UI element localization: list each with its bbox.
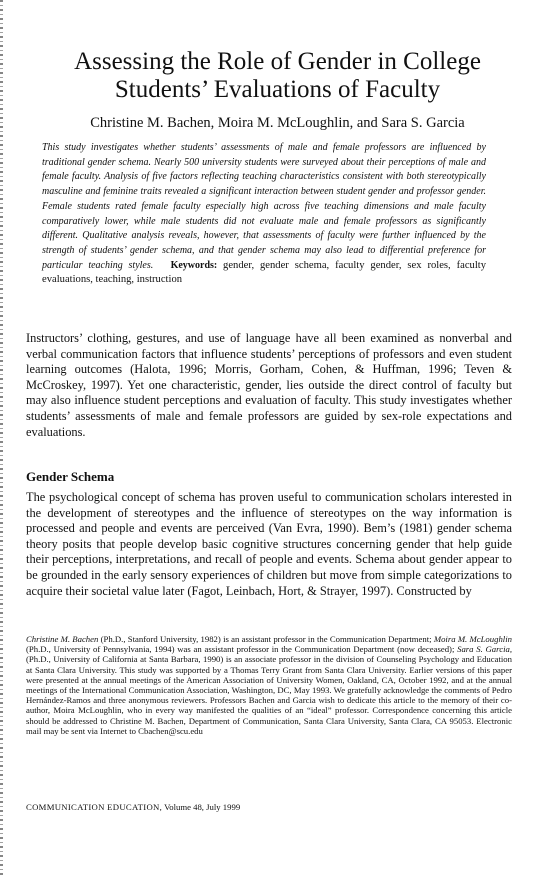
footnote-author-2: Moira M. McLoughlin xyxy=(433,634,512,644)
abstract xyxy=(42,141,486,288)
intro-paragraph: Instructors’ clothing, gestures, and use of language have all been examined as nonverbal and verbal communication factors that influence students’ perceptions of professors and even student learning outcomes (Halota, 1996; Morris, Gorham, Cohen, & Huffman, 1996; Teven & McCroskey, 1997). Yet one characteristic, gender, lies outside the direct control of faculty but may also influence student perceptions and evaluation of faculty. This study investigates whether students’ assessments of male and female professors are guided by sex-role expectations and evaluations. xyxy=(26,331,512,439)
footnote-text-3: (Ph.D., University of California at Santa Barbara, 1990) is an associate professor in the division of Counseling Psychology and Education at Santa Clara University. This study was supported by a Thomas Terry Grant from Santa Clara University. Earlier versions of this paper were presented at the annual meetings of the American Association of University Women, Oakland, CA, October 1992, and at the annual meetings of the International Communication Association, Washington, DC, May 1993. We gratefully acknowledge the comments of Pedro Hernández-Ramos and three anonymous reviewers. Professors Bachen and Garcia wish to dedicate this article to the memory of their co-author, Moira McLoughlin, who in every way manifested the qualities of an “ideal” professor. Correspondence concerning this article should be addressed to Christine M. Bachen, Department of Communication, Santa Clara University, Santa Clara, CA 95053. Electronic mail may be sent via Internet to Cbachen@scu.edu xyxy=(26,654,512,736)
scan-edge xyxy=(0,0,3,878)
author-footnote xyxy=(26,634,512,736)
abstract-text: This study investigates whether students’ assessments of male and female professors are influenced by traditional gender schema. Nearly 500 university students were surveyed about their perceptions of male and female faculty. Analysis of five factors reflecting teaching characteristics consistent with both stereotypically masculine and feminine traits revealed a significant interaction between student gender and professor gender. Female students rated female faculty especially high across five teaching dimensions and male faculty comparatively lower, while male students did not evaluate male and female professors as significantly different. Qualitative analysis reveals, however, that assessments of faculty were further influenced by the strength of students’ gender schema, and that gender schema may also lead to differential preference for particular teaching styles. xyxy=(42,142,486,271)
keywords-label: Keywords: xyxy=(170,259,218,271)
journal-issue: Volume 48, July 1999 xyxy=(164,802,241,812)
section-heading: Gender Schema xyxy=(26,469,115,484)
journal-footer xyxy=(26,802,240,813)
footnote-text-2: (Ph.D., University of Pennsylvania, 1994) was an assistant professor in the Communication Department (now deceased); xyxy=(26,644,458,655)
footnote-author-3: Sara S. Garcia, xyxy=(457,644,512,655)
footnote-author-1: Christine M. Bachen xyxy=(26,634,99,644)
journal-name: COMMUNICATION EDUCATION, xyxy=(26,802,163,812)
keywords-list: gender, gender schema, faculty gender, sex roles, faculty evaluations, teaching, instruction xyxy=(42,259,487,286)
title-line-1: Assessing the Role of Gender in College xyxy=(74,48,481,75)
article-title xyxy=(20,48,535,104)
body-paragraph: The psychological concept of schema has proven useful to communication scholars interested in the development of stereotypes and the influence of stereotypes on the way information is processed and people and events are perceived (Van Evra, 1990). Bem’s (1981) gender schema theory posits that people develop basic cognitive structures concerning gender that help guide their perceptions, interpretations, and recall of people and events. Schema about gender appear to be grounded in the early sensory experiences of children but move from simple categorizations to acquire their societal value later (Fagot, Leinbach, Hort, & Strayer, 1997). Constructed by xyxy=(26,490,512,598)
footnote-text-1: (Ph.D., Stanford University, 1982) is an assistant professor in the Communication Department; xyxy=(98,634,434,644)
title-line-2: Students’ Evaluations of Faculty xyxy=(114,76,441,103)
author-list: Christine M. Bachen, Moira M. McLoughlin, and Sara S. Garcia xyxy=(90,115,465,131)
